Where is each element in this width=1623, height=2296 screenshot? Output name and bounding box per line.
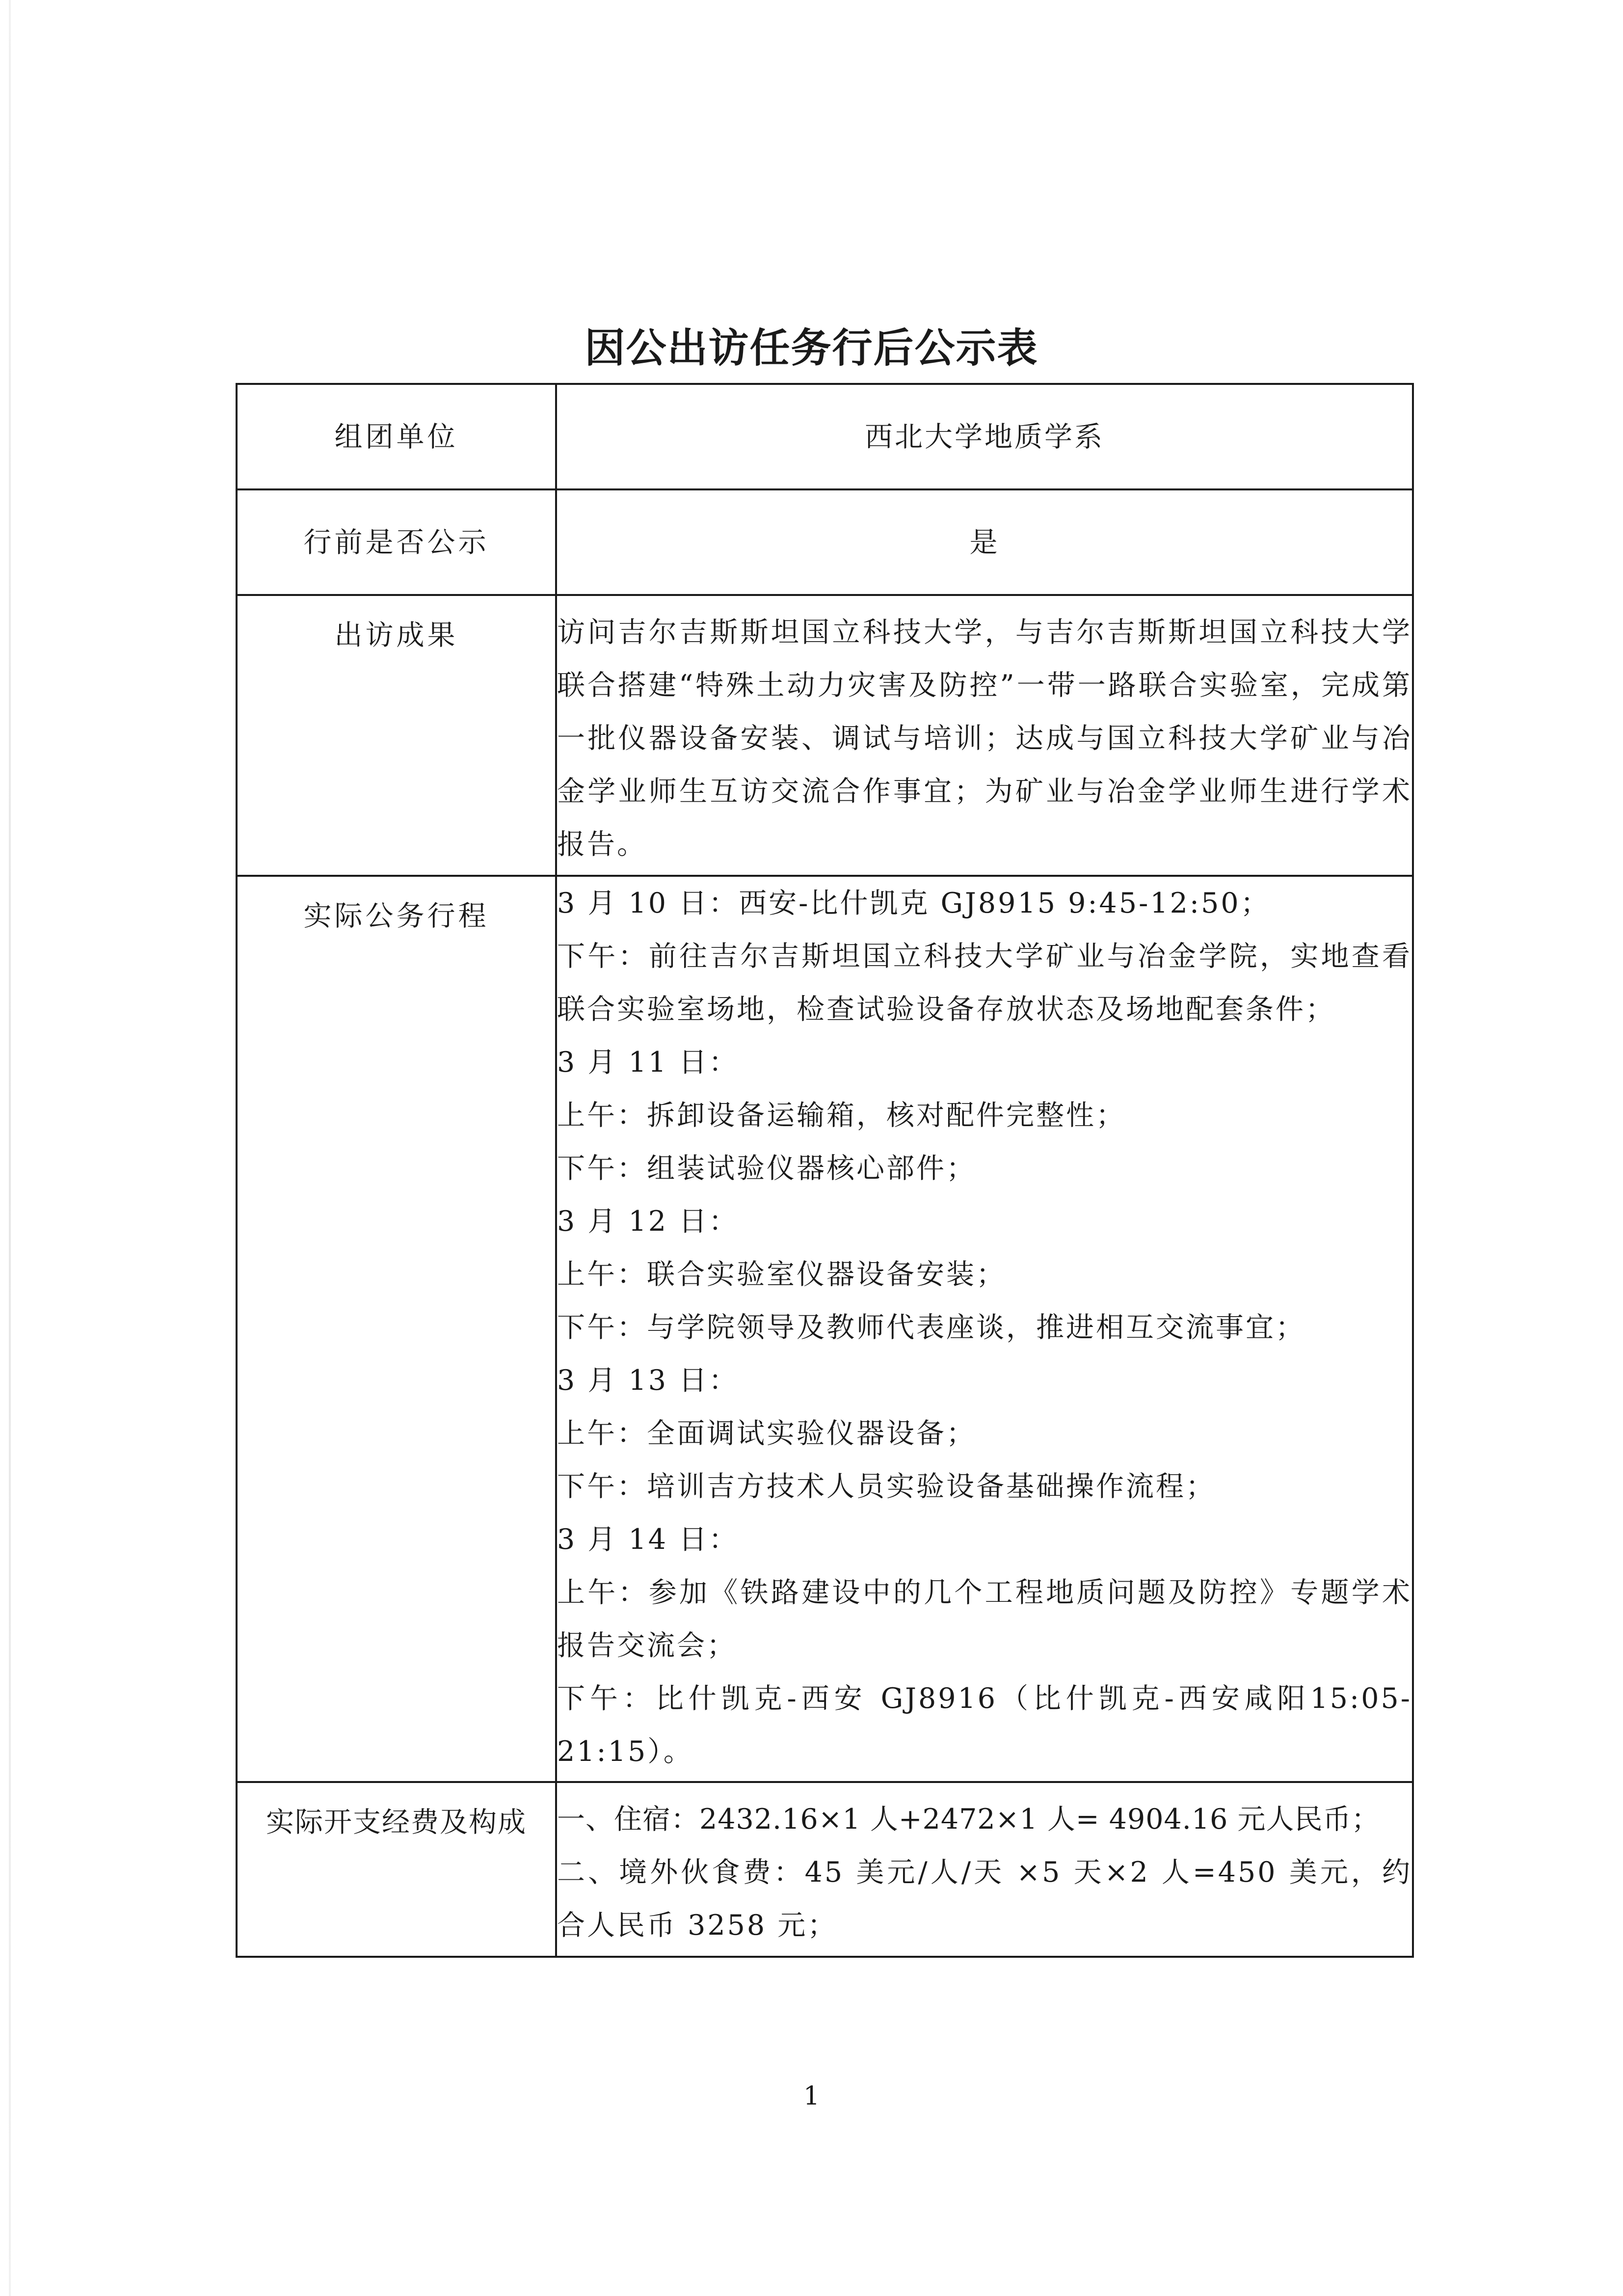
row-expenses [237, 1782, 1413, 1957]
itinerary-line: 上午：参加《铁路建设中的几个工程地质问题及防控》专题学术报告交流会； [557, 1576, 1412, 1662]
expenses-cell [556, 1782, 1413, 1957]
organizer-value: 西北大学地质学系 [556, 384, 1413, 489]
row-pre-announce [237, 489, 1413, 595]
results-cell [556, 595, 1413, 876]
itinerary-line: 3 月 10 日：西安-比什凯克 GJ8915 9:45-12:50； [557, 887, 1271, 919]
itinerary-line: 3 月 13 日： [557, 1364, 739, 1397]
pre-announce-label: 行前是否公示 [237, 489, 556, 595]
row-itinerary [237, 876, 1413, 1782]
results-label: 出访成果 [237, 595, 556, 876]
expenses-label: 实际开支经费及构成 [237, 1782, 556, 1957]
itinerary-line: 下午：比什凯克-西安 GJ8916（比什凯克-西安咸阳15:05-21:15）。 [557, 1682, 1412, 1768]
pre-announce-value: 是 [556, 489, 1413, 595]
itinerary-line: 下午：与学院领导及教师代表座谈，推进相互交流事宜； [557, 1311, 1305, 1344]
row-organizer [237, 384, 1413, 489]
itinerary-line: 上午：拆卸设备运输箱，核对配件完整性； [557, 1099, 1126, 1132]
itinerary-line: 上午：联合实验室仪器设备安装； [557, 1258, 1006, 1291]
announcement-table [236, 383, 1414, 1958]
itinerary-label: 实际公务行程 [237, 876, 556, 1782]
expense-line: 二、境外伙食费：45 美元/人/天 ×5 天×2 人=450 美元，约合人民币 3258 元； [557, 1856, 1412, 1942]
itinerary-line: 3 月 12 日： [557, 1205, 739, 1238]
itinerary-line: 下午：前往吉尔吉斯坦国立科技大学矿业与冶金学院，实地查看联合实验室场地，检查试验设备存放状态及场地配套条件； [557, 940, 1412, 1026]
row-results [237, 595, 1413, 876]
itinerary-line: 下午：组装试验仪器核心部件； [557, 1152, 976, 1185]
organizer-label: 组团单位 [237, 384, 556, 489]
itinerary-line: 上午：全面调试实验仪器设备； [557, 1417, 976, 1450]
itinerary-line: 3 月 11 日： [557, 1046, 739, 1079]
itinerary-line: 下午：培训吉方技术人员实验设备基础操作流程； [557, 1470, 1216, 1503]
page-number: 1 [803, 2081, 820, 2111]
document-title: 因公出访任务行后公示表 [585, 325, 1038, 372]
results-text: 访问吉尔吉斯斯坦国立科技大学，与吉尔吉斯斯坦国立科技大学联合搭建“特殊土动力灾害及防控”一带一路联合实验室，完成第一批仪器设备安装、调试与培训；达成与国立科技大学矿业与冶金学业师生互访交流合作事宜；为矿业与冶金学业师生进行学术报告。 [557, 616, 1412, 861]
itinerary-line: 3 月 14 日： [557, 1523, 739, 1556]
expense-line: 一、住宿：2432.16×1 人+2472×1 人= 4904.16 元人民币； [557, 1803, 1380, 1836]
itinerary-cell [556, 876, 1413, 1782]
